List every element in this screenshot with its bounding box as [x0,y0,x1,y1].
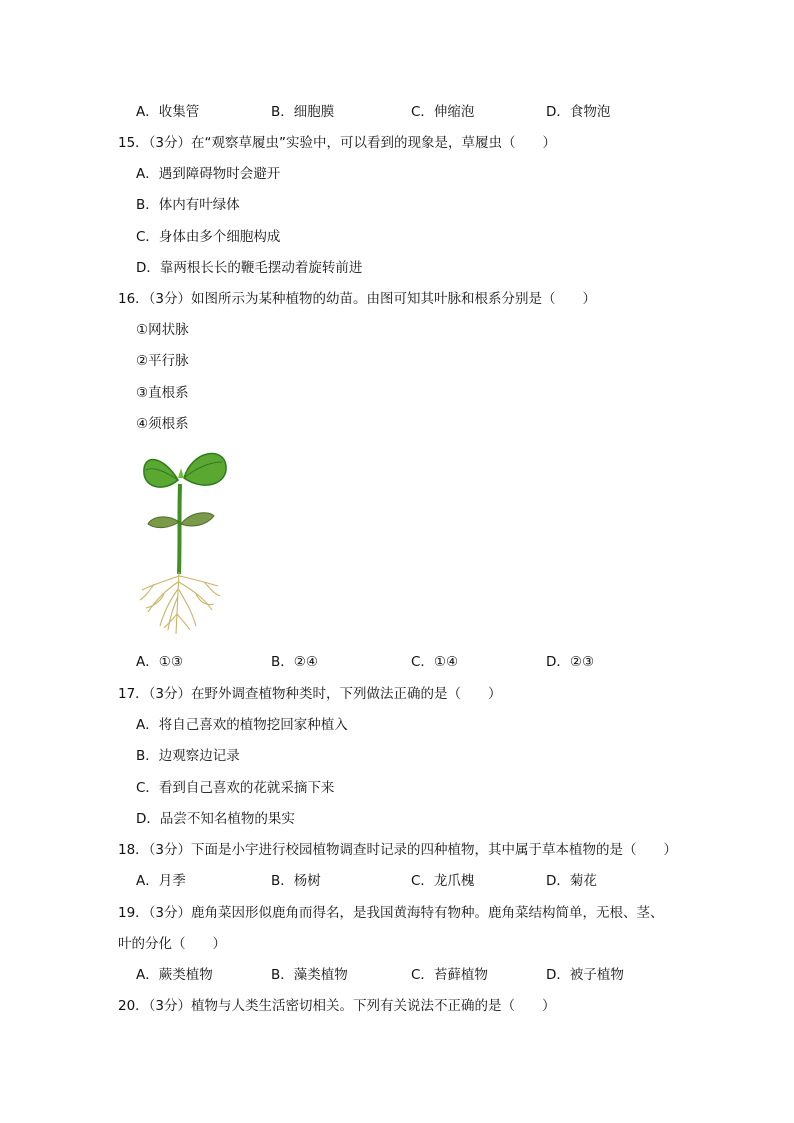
q16-stem: 16．（3分）如图所示为某种植物的幼苗。由图可知其叶脉和根系分别是（ ） [118,291,597,307]
q19-option-c[interactable]: C．苔藓植物 [411,967,488,983]
seedling-stem [179,484,180,574]
q18-stem: 18．（3分）下面是小宇进行校园植物调查时记录的四种植物，其中属于草本植物的是（ ） [118,842,678,858]
q17-option-c[interactable]: C．看到自己喜欢的花就采摘下来 [136,780,335,796]
q15-option-a[interactable]: A．遇到障碍物时会避开 [136,166,281,182]
q17-option-d[interactable]: D．品尝不知名植物的果实 [136,811,295,827]
q18-option-d[interactable]: D．菊花 [546,873,597,889]
q16-option-d[interactable]: D．②③ [546,654,595,670]
seedling-cotyledon-right [181,513,214,526]
q18-option-b[interactable]: B．杨树 [271,873,321,889]
q19-option-b[interactable]: B．藻类植物 [271,967,348,983]
seedling-leaf-right [184,454,226,486]
q17-option-b[interactable]: B．边观察边记录 [136,748,240,764]
q16-option-c[interactable]: C．①④ [411,654,459,670]
q19-option-d[interactable]: D．被子植物 [546,967,624,983]
q16-item-4: ④须根系 [136,416,189,432]
q14-option-b[interactable]: B．细胞膜 [271,104,335,120]
seedling-cotyledon-left [148,517,179,528]
q20-stem: 20．（3分）植物与人类生活密切相关。下列有关说法不正确的是（ ） [118,998,556,1014]
q18-option-c[interactable]: C．龙爪槐 [411,873,475,889]
q19-stem-line1: 19．（3分）鹿角菜因形似鹿角而得名，是我国黄海特有物种。鹿角菜结构简单，无根、茎、 [118,905,664,921]
q15-option-d[interactable]: D．靠两根长长的鞭毛摆动着旋转前进 [136,260,363,276]
q14-option-a[interactable]: A．收集管 [136,104,200,120]
q14-option-d[interactable]: D．食物泡 [546,104,611,120]
q15-option-b[interactable]: B．体内有叶绿体 [136,197,240,213]
q16-item-2: ②平行脉 [136,353,189,369]
seedling-leaf-left [144,460,178,488]
q16-option-b[interactable]: B．②④ [271,654,318,670]
q18-option-a[interactable]: A．月季 [136,873,186,889]
seedling-bud [178,468,184,478]
seedling-roots [140,572,220,634]
q19-option-a[interactable]: A．蕨类植物 [136,967,213,983]
q16-item-1: ①网状脉 [136,322,189,338]
q15-stem: 15．（3分）在“观察草履虫”实验中，可以看到的现象是，草履虫（ ） [118,135,557,151]
q17-option-a[interactable]: A．将自己喜欢的植物挖回家种植入 [136,717,348,733]
q19-stem-line2: 叶的分化（ ） [118,936,226,952]
q15-option-c[interactable]: C．身体由多个细胞构成 [136,229,281,245]
q16-item-3: ③直根系 [136,385,189,401]
q14-option-c[interactable]: C．伸缩泡 [411,104,475,120]
seedling-illustration [134,444,238,640]
q17-stem: 17．（3分）在野外调查植物种类时，下列做法正确的是（ ） [118,686,502,702]
q16-option-a[interactable]: A．①③ [136,654,183,670]
